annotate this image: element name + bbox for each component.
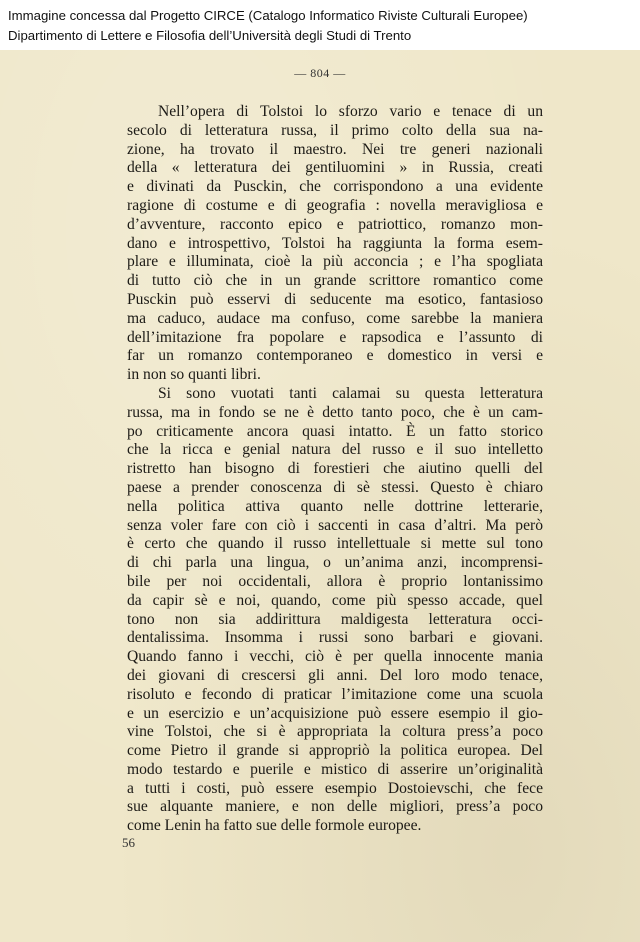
text-line: plare e illuminata, cioè la più acconcia ; e l’ha spogliata <box>127 253 543 271</box>
text-line: come Pietro il grande si appropriò la politica europea. Del <box>127 742 543 760</box>
text-line: da capir sè e noi, quando, come più spesso accade, quel <box>127 591 543 609</box>
text-line: dentalissima. Insomma i russi sono barbari e giovani. <box>127 629 543 647</box>
text-line: in non so quanti libri. <box>127 366 261 384</box>
text-line: dano e introspettivo, Tolstoi ha raggiunta la forma esem- <box>127 234 543 252</box>
text-line: tono non sia addirittura maldigesta letteratura occi- <box>127 610 543 628</box>
body-text <box>127 103 543 836</box>
text-line: che la ricca e genial natura del russo e il suo intelletto <box>127 441 543 459</box>
text-line: modo testardo e puerile e mistico di asserire un’originalità <box>127 760 543 778</box>
attribution-line-2: Dipartimento di Lettere e Filosofia dell’Università degli Studi di Trento <box>8 28 412 43</box>
text-line: d’avventure, racconto epico e patriottico, romanzo mon- <box>127 215 543 233</box>
text-line: nella politica attiva quanto nelle dottrine letterarie, <box>127 497 543 515</box>
text-line: ma caduco, audace ma confuso, come sarebbe la maniera <box>127 309 543 327</box>
text-line: zione, ha trovato il maestro. Nei tre generi nazionali <box>127 140 543 158</box>
text-line: della « letteratura dei gentiluomini » in Russia, creati <box>127 159 543 177</box>
text-line: bile per noi occidentali, allora è proprio lontanissimo <box>127 572 543 590</box>
page-footer-number: 56 <box>122 835 135 850</box>
text-line: di tutto ciò che in un grande scrittore romantico come <box>127 272 543 290</box>
text-line: Nell’opera di Tolstoi lo sforzo vario e tenace di un <box>158 103 543 120</box>
text-line: ristretto han bisogno di forestieri che aiutino quelli del <box>127 460 543 478</box>
text-line: far un romanzo contemporaneo e domestico in versi e <box>127 347 543 365</box>
text-line: dell’imitazione fra popolare e rapsodica e l’assunto di <box>127 328 543 346</box>
text-line: e divinati da Pusckin, che corrispondono a una evidente <box>127 178 543 196</box>
text-line: ragione di costume e di geografia : novella meravigliosa e <box>127 196 543 214</box>
text-line: senza voler fare con ciò i saccenti in casa d’altri. Ma però <box>127 516 543 534</box>
scanned-page <box>0 50 640 942</box>
text-line: secolo di letteratura russa, il primo colto della sua na- <box>127 121 543 139</box>
text-line: Pusckin può esservi di seducente ma esotico, fantasioso <box>127 290 543 308</box>
text-line: Quando fanno i vecchi, ciò è per quella innocente mania <box>127 648 543 666</box>
page-header-number: — 804 — <box>294 66 346 80</box>
attribution-banner <box>0 0 640 50</box>
text-line: di chi parla una lingua, o un’anima anzi, incomprensi- <box>127 554 543 572</box>
text-line: paese a prender conoscenza di sè stessi. Questo è chiaro <box>127 478 543 496</box>
text-line: vine Tolstoi, che si è appropriata la coltura press’a poco <box>127 723 543 741</box>
text-line: dei giovani di crescersi gli anni. Del loro modo tenace, <box>127 666 543 684</box>
text-line: risoluto e fecondo di praticar l’imitazione come una scuola <box>127 685 543 703</box>
text-line: a tutti i costi, può essere esempio Dostoievschi, che fece <box>127 779 543 797</box>
text-line: come Lenin ha fatto sue delle formole europee. <box>127 817 422 835</box>
text-line: è certo che quando il russo intellettuale si mette sul tono <box>127 535 543 553</box>
text-line: Si sono vuotati tanti calamai su questa letteratura <box>158 384 543 402</box>
text-line: e un esercizio e un’acquisizione può essere esempio il gio- <box>127 704 543 722</box>
text-line: russa, ma in fondo se ne è detto tanto poco, che è un cam- <box>127 403 543 421</box>
attribution-line-1: Immagine concessa dal Progetto CIRCE (Catalogo Informatico Riviste Culturali Europee) <box>8 8 528 23</box>
text-line: po criticamente ancora quasi intatto. È un fatto storico <box>127 422 543 440</box>
text-line: sue alquante maniere, e non delle migliori, press’a poco <box>127 798 543 816</box>
